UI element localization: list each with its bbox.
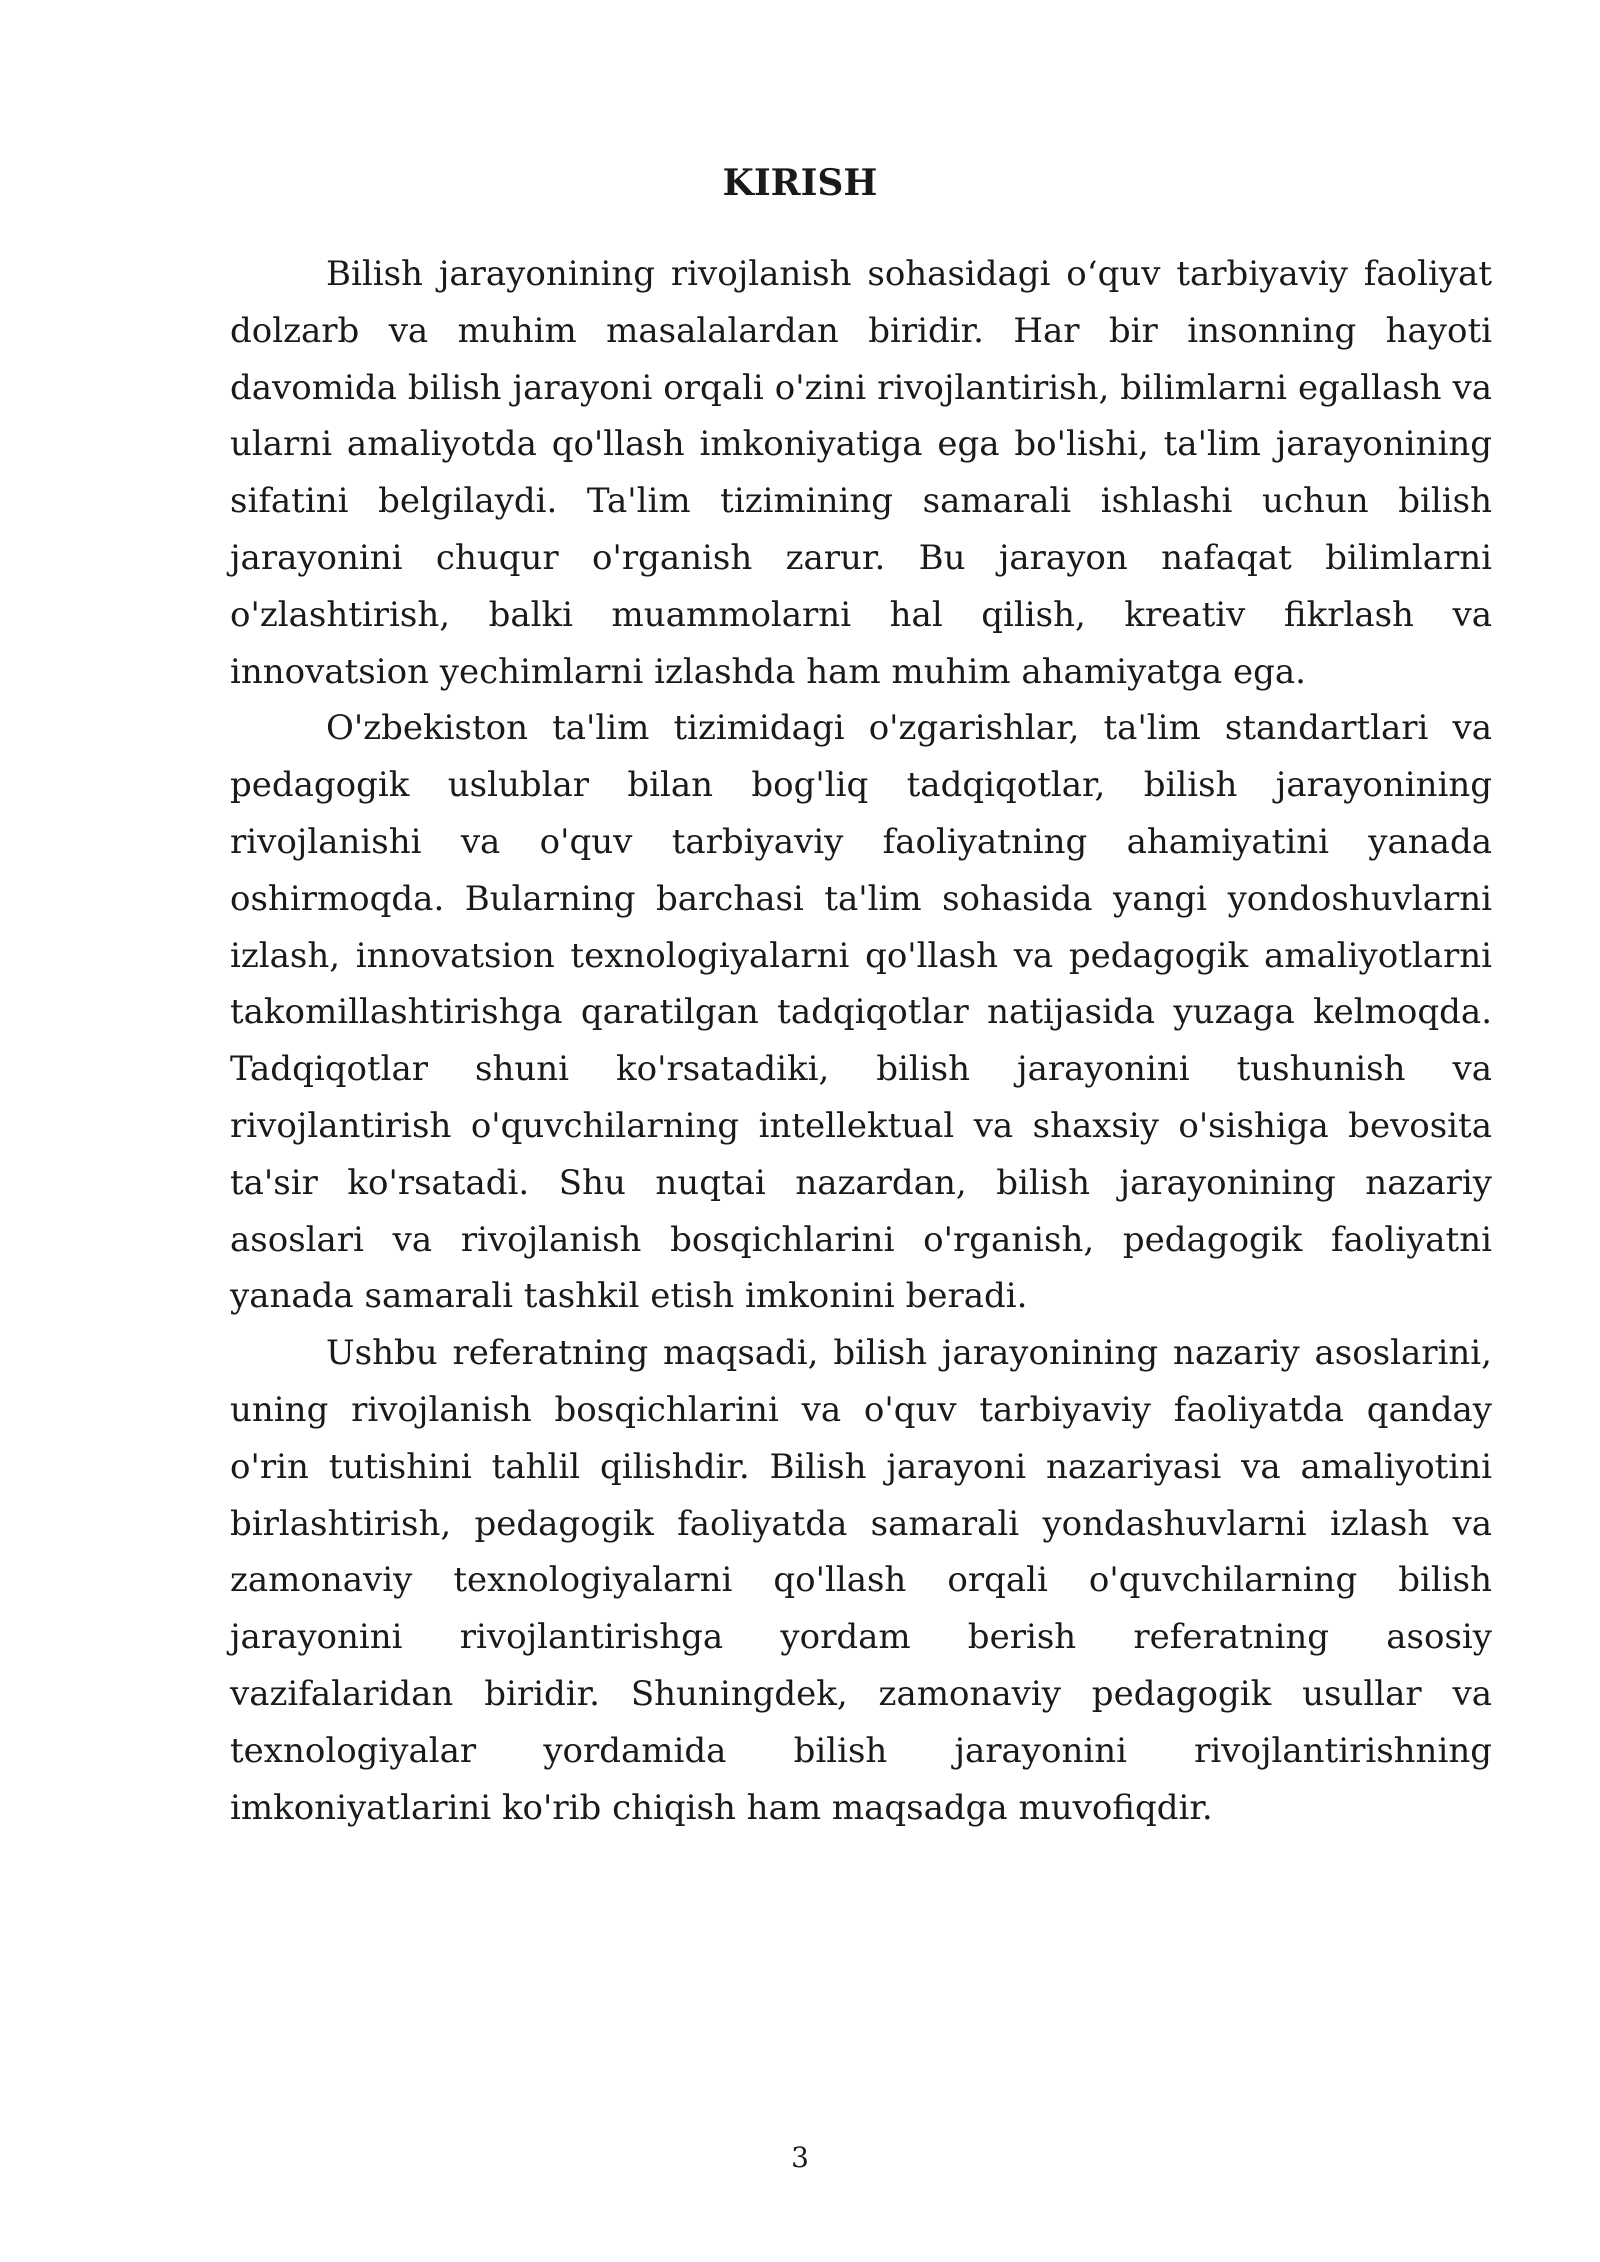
page-title: KIRISH (722, 162, 878, 204)
paragraph-3: Ushbu referatning maqsadi, bilish jarayonining nazariy asoslarini, uning rivojlanish bosqichlarini va o'quv tarbiyaviy faoliyatda qanday o'rin tutishini tahlil qilishdir. Bilish jarayoni nazariyasi va amaliyotini birlashtirish, pedagogik faoliyatda samarali yondashuvlarni izlash va zamonaviy texnologiyalarni qo'llash orqali o'quvchilarning bilish jarayonini rivojlantirishga yordam berish referatning asosiy vazifalaridan biridir. Shuningdek, zamonaviy pedagogik usullar va texnologiyalar yordamida bilish jarayonini rivojlantirishning imkoniyatlarini ko'rib chiqish ham maqsadga muvofiqdir. (230, 1333, 1492, 1828)
paragraph-1: Bilish jarayonining rivojlanish sohasidagi o‘quv tarbiyaviy faoliyat dolzarb va muhim masalalardan biridir. Har bir insonning hayoti davomida bilish jarayoni orqali o'zini rivojlantirish, bilimlarni egallash va ularni amaliyotda qo'llash imkoniyatiga ega bo'lishi, ta'lim jarayonining sifatini belgilaydi. Ta'lim tizimining samarali ishlashi uchun bilish jarayonini chuqur o'rganish zarur. Bu jarayon nafaqat bilimlarni o'zlashtirish, balki muammolarni hal qilish, kreativ fikrlash va innovatsion yechimlarni izlashda ham muhim ahamiyatga ega. (230, 254, 1492, 692)
body-text (230, 246, 1492, 1836)
page-number: 3 (791, 2141, 809, 2174)
paragraph-2: O'zbekiston ta'lim tizimidagi o'zgarishlar, ta'lim standartlari va pedagogik uslublar bilan bog'liq tadqiqotlar, bilish jarayonining rivojlanishi va o'quv tarbiyaviy faoliyatning ahamiyatini yanada oshirmoqda. Bularning barchasi ta'lim sohasida yangi yondoshuvlarni izlash, innovatsion texnologiyalarni qo'llash va pedagogik amaliyotlarni takomillashtirishga qaratilgan tadqiqotlar natijasida yuzaga kelmoqda. Tadqiqotlar shuni ko'rsatadiki, bilish jarayonini tushunish va rivojlantirish o'quvchilarning intellektual va shaxsiy o'sishiga bevosita ta'sir ko'rsatadi. Shu nuqtai nazardan, bilish jarayonining nazariy asoslari va rivojlanish bosqichlarini o'rganish, pedagogik faoliyatni yanada samarali tashkil etish imkonini beradi. (230, 708, 1492, 1317)
